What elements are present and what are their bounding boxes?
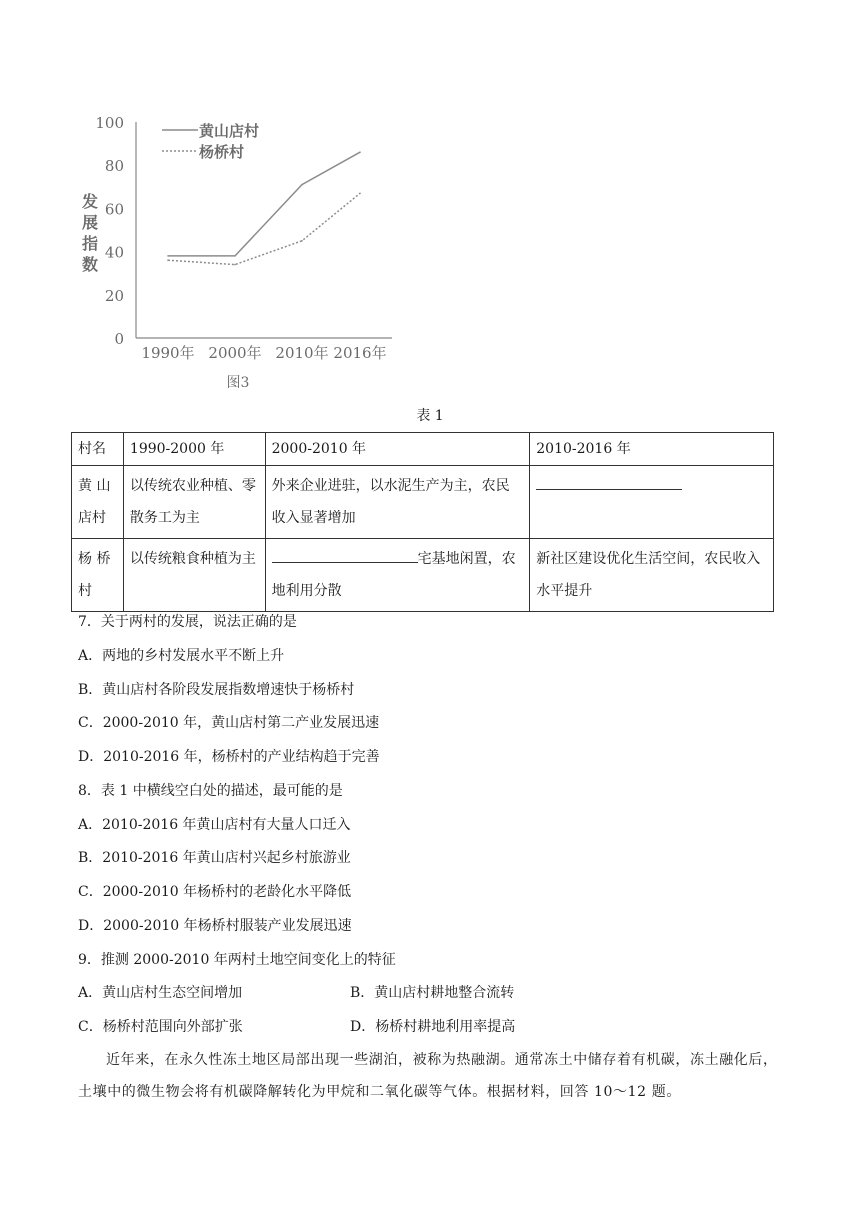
question-8-stem: 8．表 1 中横线空白处的描述，最可能的是 xyxy=(78,783,343,799)
question-8-option-c: C．2000-2010 年杨桥村的老龄化水平降低 xyxy=(78,884,352,900)
y-label-char: 展 xyxy=(81,213,99,232)
question-7-stem: 7．关于两村的发展，说法正确的是 xyxy=(78,614,297,630)
series-line-yangqiao xyxy=(168,193,360,264)
reading-passage: 近年来，在永久性冻土地区局部出现一些湖泊，被称为热融湖。通常冻土中储存着有机碳，冻土融化后，土壤中的微生物会将有机碳降解转化为甲烷和二氧化碳等气体。根据材料，回答 10～12 题。 xyxy=(78,1052,778,1100)
header-1990-2000: 1990-2000 年 xyxy=(123,433,265,466)
data-point xyxy=(234,264,236,266)
question-7-option-a: A．两地的乡村发展水平不断上升 xyxy=(78,648,285,664)
y-tick-label: 0 xyxy=(114,330,124,348)
y-tick-label: 60 xyxy=(104,200,124,219)
question-9-option-c: C．杨桥村范围向外部扩张 xyxy=(78,1019,243,1035)
data-point xyxy=(359,193,361,195)
y-label-char: 发 xyxy=(81,192,99,211)
village-name: 黄 山 店村 xyxy=(72,466,124,539)
question-8-option-b: B．2010-2016 年黄山店村兴起乡村旅游业 xyxy=(78,850,351,866)
header-village: 村名 xyxy=(72,433,124,466)
data-point xyxy=(359,151,361,153)
question-7-option-b: B．黄山店村各阶段发展指数增速快于杨桥村 xyxy=(78,682,355,698)
header-2010-2016: 2010-2016 年 xyxy=(530,433,774,466)
question-9-stem: 9．推测 2000-2010 年两村土地空间变化上的特征 xyxy=(78,952,396,968)
x-tick-label: 2010年 xyxy=(275,344,329,362)
table-row xyxy=(72,466,774,539)
y-tick-label: 100 xyxy=(95,114,124,132)
data-point xyxy=(167,255,169,257)
data-point xyxy=(167,259,169,261)
y-label-char: 指 xyxy=(81,234,99,253)
legend-label: 黄山店村 xyxy=(199,122,260,140)
answer-blank xyxy=(272,546,418,563)
data-point xyxy=(234,255,236,257)
question-8-option-d: D．2000-2010 年杨桥村服装产业发展迅速 xyxy=(78,918,352,934)
y-label-char: 数 xyxy=(81,255,99,274)
y-tick-label: 20 xyxy=(104,286,124,305)
question-9-option-a: A．黄山店村生态空间增加 xyxy=(78,985,243,1001)
x-tick-label: 2016年 xyxy=(333,344,387,362)
cell-2010-2016: 新社区建设优化生活空间，农民收入水平提升 xyxy=(530,539,774,612)
question-7-option-c: C．2000-2010 年，黄山店村第二产业发展迅速 xyxy=(78,715,380,731)
x-tick-label: 1990年 xyxy=(141,344,195,362)
question-9-option-b: B．黄山店村耕地整合流转 xyxy=(350,985,515,1001)
legend-label: 杨桥村 xyxy=(199,143,245,161)
data-point xyxy=(301,240,303,242)
village-table xyxy=(71,432,774,612)
figure-label: 图3 xyxy=(226,375,250,391)
table-row xyxy=(72,539,774,612)
cell-2010-2016 xyxy=(530,466,774,539)
y-tick-label: 80 xyxy=(104,157,124,176)
data-point xyxy=(301,184,303,186)
x-tick-label: 2000年 xyxy=(208,344,262,362)
question-8-option-a: A．2010-2016 年黄山店村有大量人口迁入 xyxy=(78,817,351,833)
header-2000-2010: 2000-2010 年 xyxy=(265,433,530,466)
village-name: 杨 桥 村 xyxy=(72,539,124,612)
table-caption: 表 1 xyxy=(416,408,444,424)
development-index-chart xyxy=(70,100,410,400)
cell-2000-2010: 宅基地闲置，农地利用分散 xyxy=(265,539,530,612)
cell-1990-2000: 以传统农业种植、零散务工为主 xyxy=(123,466,265,539)
question-7-option-d: D．2010-2016 年，杨桥村的产业结构趋于完善 xyxy=(78,749,380,765)
question-9-option-d: D．杨桥村耕地利用率提高 xyxy=(350,1019,516,1035)
cell-1990-2000: 以传统粮食种植为主 xyxy=(123,539,265,612)
answer-blank xyxy=(536,473,682,490)
series-line-huangshandian xyxy=(168,152,360,256)
table-header-row xyxy=(72,433,774,466)
y-axis-label xyxy=(81,192,98,274)
y-tick-label: 40 xyxy=(104,243,124,262)
cell-2000-2010: 外来企业进驻，以水泥生产为主，农民收入显著增加 xyxy=(265,466,530,539)
